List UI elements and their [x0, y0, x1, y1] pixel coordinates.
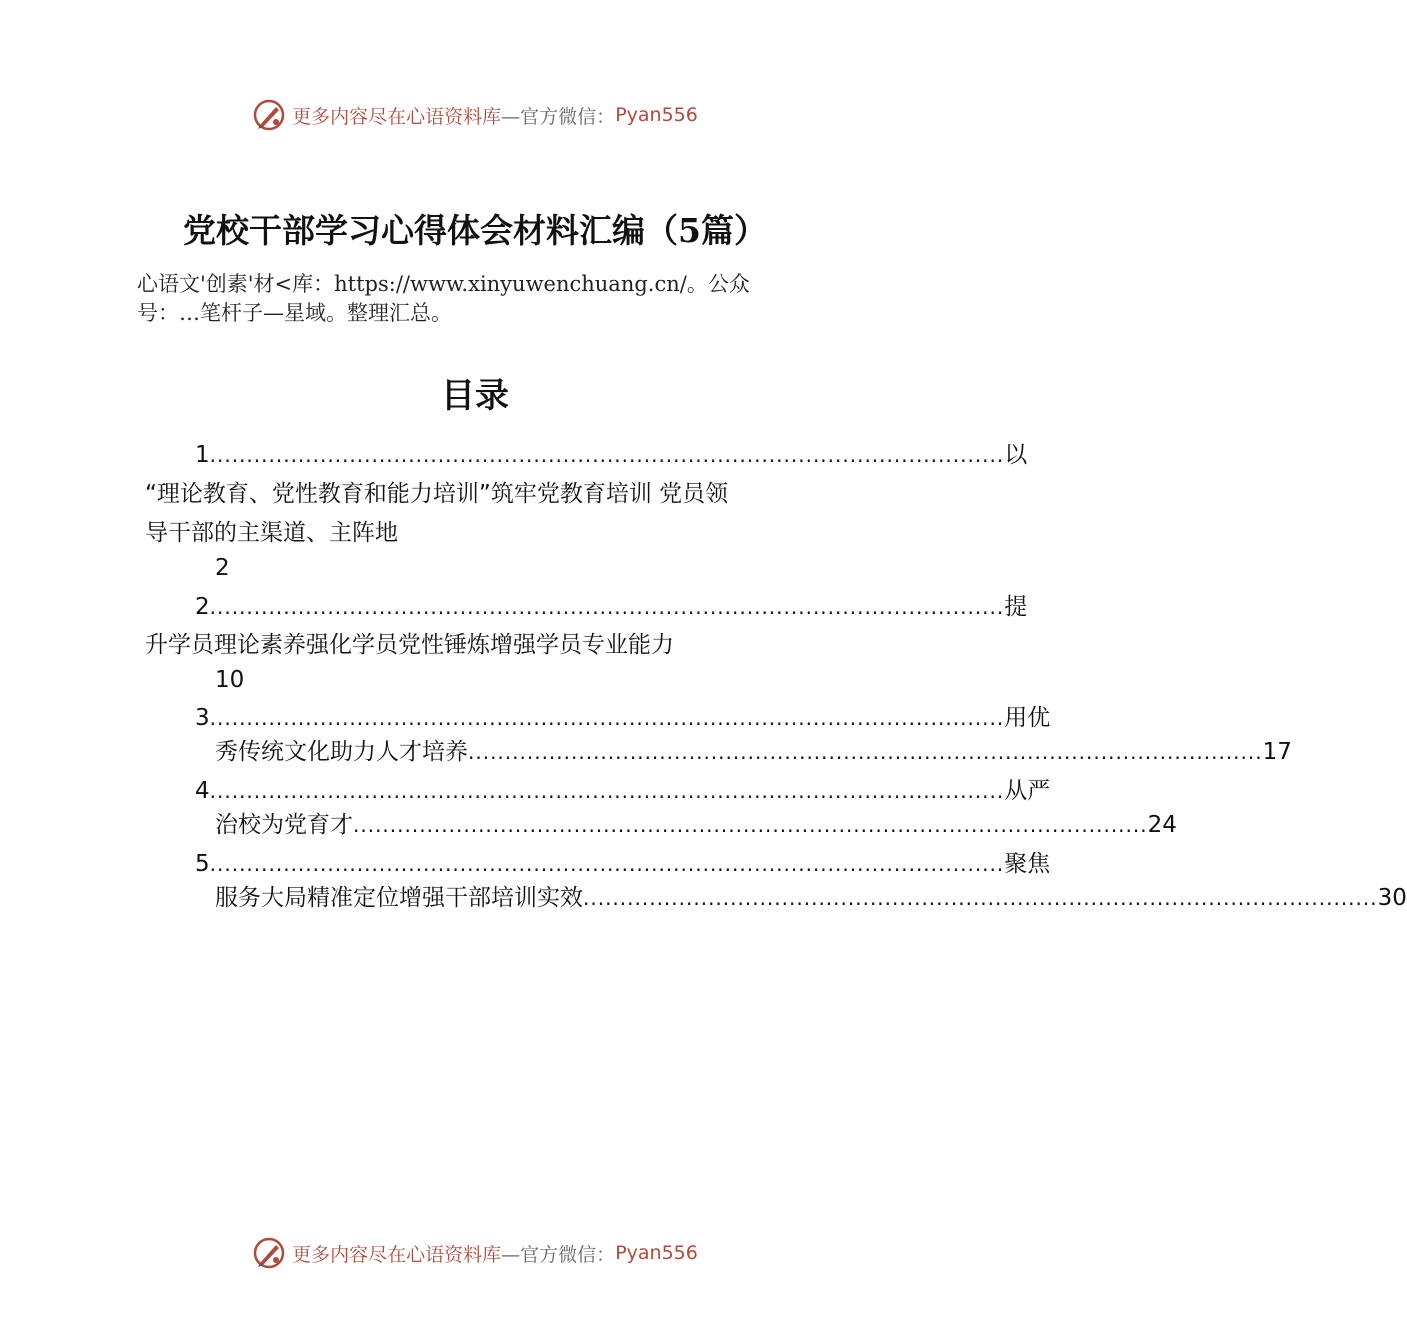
banner-main-text: 更多内容尽在心语资料库: [292, 1243, 502, 1266]
toc-entry-5-tail[interactable]: [215, 883, 1407, 913]
toc-leader-dots: ............................................................................................................: [209, 852, 1005, 876]
toc-leader-dots: ............................................................................................................: [209, 706, 1005, 730]
banner-wechat-label: —官方微信：: [501, 1243, 616, 1266]
toc-entry-page: 17: [1262, 739, 1292, 765]
toc-entry-number: 3: [195, 705, 210, 731]
toc-entry-title-head: 从严: [1004, 778, 1051, 804]
toc-entry-title-head: 用优: [1004, 705, 1051, 731]
toc-entry-title-head: 提: [1004, 594, 1028, 620]
toc-entry-title-line: 导干部的主渠道、主阵地: [145, 520, 398, 546]
header-banner: [0, 95, 950, 135]
intro-line-1: 心语文'创素'材<库：https://www.xinyuwenchuang.cn/。公众: [137, 272, 750, 296]
pen-logo-icon: [252, 1236, 286, 1270]
toc-entry-3-row[interactable]: [195, 703, 1051, 733]
banner-wechat-id: Pyan556: [615, 1242, 698, 1264]
footer-banner: [0, 1233, 950, 1273]
toc-entry-5-row[interactable]: [195, 849, 1051, 879]
toc-leader-dots: ............................................................................................................: [468, 740, 1263, 764]
pen-logo-icon: [252, 98, 286, 132]
toc-entry-title-tail: 服务大局精准定位增强干部培训实效: [215, 885, 583, 911]
intro-line-2: 号：…笔杆子—星域。整理汇总。: [137, 301, 452, 325]
toc-entry-title-tail: 秀传统文化助力人才培养: [215, 739, 468, 765]
banner-wechat-label: —官方微信：: [501, 105, 616, 128]
toc-leader-dots: ............................................................................................................: [353, 813, 1148, 837]
toc-leader-dots: ............................................................................................................: [209, 443, 1005, 467]
toc-entry-title-head: 聚焦: [1004, 851, 1051, 877]
toc-entry-number: 1: [195, 442, 210, 468]
toc-heading: 目录: [441, 376, 509, 416]
intro-paragraph: [137, 270, 847, 328]
toc-entry-4-row[interactable]: [195, 776, 1051, 806]
toc-entry-3-tail[interactable]: [215, 737, 1292, 767]
toc-entry-number: 4: [195, 778, 210, 804]
toc-entry-title-head: 以: [1004, 442, 1028, 468]
toc-entry-title-tail: 治校为党育才: [215, 812, 353, 838]
toc-leader-dots: ............................................................................................................: [209, 595, 1005, 619]
document-title: 党校干部学习心得体会材料汇编（5篇）: [183, 211, 767, 250]
toc-entry-number: 2: [195, 594, 210, 620]
toc-entry-page: 2: [215, 555, 230, 581]
toc-entry-4-tail[interactable]: [215, 810, 1177, 840]
toc-leader-dots: ............................................................................................................: [209, 779, 1005, 803]
toc-entry-page: 10: [215, 667, 245, 693]
toc-entry-title-line: “理论教育、党性教育和能力培训”筑牢党教育培训 党员领: [145, 481, 729, 507]
toc-entry-number: 5: [195, 851, 210, 877]
toc-entry-page: 24: [1147, 812, 1177, 838]
toc-leader-dots: ............................................................................................................: [583, 886, 1378, 910]
toc-entry-1-row[interactable]: [195, 440, 1028, 470]
toc-entry-page: 30: [1377, 885, 1407, 911]
banner-wechat-id: Pyan556: [615, 104, 698, 126]
toc-entry-title-line: 升学员理论素养强化学员党性锤炼增强学员专业能力: [145, 632, 674, 658]
toc-entry-2-row[interactable]: [195, 592, 1028, 622]
banner-main-text: 更多内容尽在心语资料库: [292, 105, 502, 128]
